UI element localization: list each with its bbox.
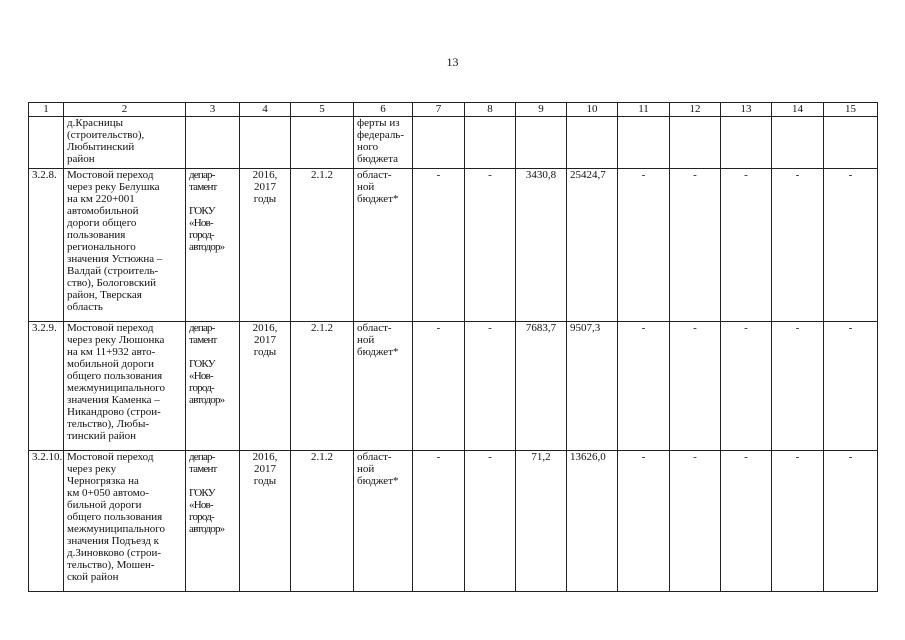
- value-cell: -: [618, 322, 670, 451]
- value-cell: [670, 117, 721, 169]
- value-cell: -: [772, 322, 824, 451]
- value-cell: 7683,7: [516, 322, 567, 451]
- table-row: [29, 451, 878, 592]
- value-cell: -: [413, 451, 465, 592]
- value-cell: -: [413, 169, 465, 322]
- years: 2016, 2017 годы: [240, 322, 291, 451]
- header-cell: 5: [291, 103, 354, 117]
- header-cell: 6: [354, 103, 413, 117]
- value-cell: -: [721, 322, 772, 451]
- header-cell: 13: [721, 103, 772, 117]
- value-cell: -: [670, 169, 721, 322]
- value-cell: -: [465, 322, 516, 451]
- object-name: Мостовой переход через реку Белушка на км 220+001 автомобильной дороги общего пользования регионального значения Устюжна – Валдай (строитель- ство), Бологовский район, Тверская область: [64, 169, 186, 322]
- funding-source: ферты из федераль- ного бюджета: [354, 117, 413, 169]
- header-cell: 3: [186, 103, 240, 117]
- value-cell: -: [721, 169, 772, 322]
- value-cell: -: [618, 451, 670, 592]
- object-name: Мостовой переход через реку Черногрязка на км 0+050 автомо- бильной дороги общего пользования межмуниципального значения Подъезд к д.Зиновково (строи- тельство), Мошен- ской район: [64, 451, 186, 592]
- value-cell: -: [465, 169, 516, 322]
- row-number: 3.2.10.: [29, 451, 64, 592]
- page-number: 13: [446, 55, 459, 69]
- funding-source: област- ной бюджет*: [354, 451, 413, 592]
- value-cell: -: [721, 451, 772, 592]
- task-number: 2.1.2: [291, 322, 354, 451]
- value-cell: -: [824, 169, 878, 322]
- program-table: [28, 102, 878, 592]
- value-cell: [618, 117, 670, 169]
- task-number: 2.1.2: [291, 169, 354, 322]
- value-cell: [516, 117, 567, 169]
- task-number: 2.1.2: [291, 451, 354, 592]
- funding-source: област- ной бюджет*: [354, 322, 413, 451]
- value-cell: -: [824, 322, 878, 451]
- value-cell: -: [670, 322, 721, 451]
- executor: депар- тамент ГОКУ «Нов- город- автодор»: [186, 322, 240, 451]
- years: 2016, 2017 годы: [240, 451, 291, 592]
- value-cell: -: [772, 451, 824, 592]
- header-cell: 12: [670, 103, 721, 117]
- value-cell: 3430,8: [516, 169, 567, 322]
- header-cell: 1: [29, 103, 64, 117]
- header-cell: 10: [567, 103, 618, 117]
- value-cell: -: [465, 451, 516, 592]
- value-cell: 9507,3: [567, 322, 618, 451]
- header-cell: 9: [516, 103, 567, 117]
- header-cell: 11: [618, 103, 670, 117]
- header-cell: 8: [465, 103, 516, 117]
- task-number: [291, 117, 354, 169]
- value-cell: [465, 117, 516, 169]
- row-number: [29, 117, 64, 169]
- header-cell: 7: [413, 103, 465, 117]
- years: 2016, 2017 годы: [240, 169, 291, 322]
- header-cell: 4: [240, 103, 291, 117]
- value-cell: -: [413, 322, 465, 451]
- object-name: Мостовой переход через реку Люшонка на км 11+932 авто- мобильной дороги общего пользования межмуниципального значения Каменка – Никандрово (строи- тельство), Любы- тинский район: [64, 322, 186, 451]
- header-cell: 15: [824, 103, 878, 117]
- row-number: 3.2.8.: [29, 169, 64, 322]
- table-row: [29, 169, 878, 322]
- value-cell: -: [670, 451, 721, 592]
- object-name: д.Красницы (строительство), Любытинский район: [64, 117, 186, 169]
- value-cell: 71,2: [516, 451, 567, 592]
- value-cell: -: [824, 451, 878, 592]
- header-row: [29, 103, 878, 117]
- executor: депар- тамент ГОКУ «Нов- город- автодор»: [186, 451, 240, 592]
- header-cell: 14: [772, 103, 824, 117]
- value-cell: 13626,0: [567, 451, 618, 592]
- header-cell: 2: [64, 103, 186, 117]
- years: [240, 117, 291, 169]
- value-cell: -: [772, 169, 824, 322]
- executor: депар- тамент ГОКУ «Нов- город- автодор»: [186, 169, 240, 322]
- value-cell: [721, 117, 772, 169]
- funding-source: област- ной бюджет*: [354, 169, 413, 322]
- executor: [186, 117, 240, 169]
- value-cell: [824, 117, 878, 169]
- table-row: [29, 117, 878, 169]
- row-number: 3.2.9.: [29, 322, 64, 451]
- value-cell: [567, 117, 618, 169]
- value-cell: [772, 117, 824, 169]
- value-cell: -: [618, 169, 670, 322]
- value-cell: 25424,7: [567, 169, 618, 322]
- value-cell: [413, 117, 465, 169]
- table-row: [29, 322, 878, 451]
